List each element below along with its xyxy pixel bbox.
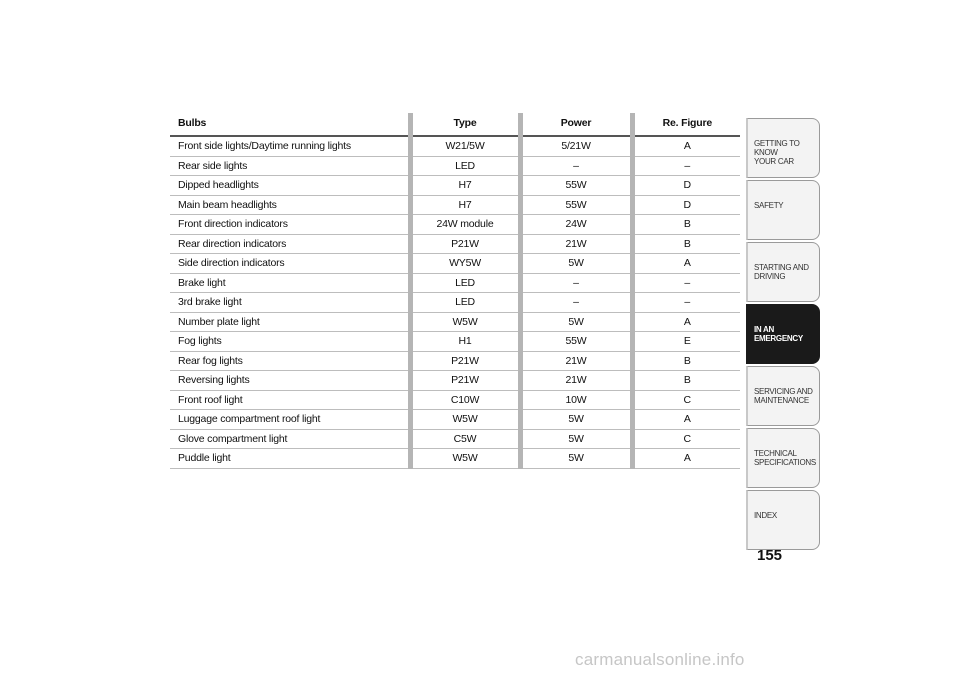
cell-type: W5W: [410, 312, 520, 332]
cell-power: 55W: [520, 176, 632, 196]
cell-power: –: [520, 156, 632, 176]
cell-ref: C: [632, 390, 740, 410]
cell-bulb: Fog lights: [170, 332, 410, 352]
cell-ref: A: [632, 312, 740, 332]
table-row: [170, 371, 740, 391]
cell-bulb: Glove compartment light: [170, 429, 410, 449]
table-row: [170, 234, 740, 254]
cell-ref: D: [632, 195, 740, 215]
section-tab-label-line1: TECHNICAL: [754, 449, 797, 458]
cell-power: 5/21W: [520, 136, 632, 156]
section-tab-label-line1: SAFETY: [754, 201, 784, 210]
table-row: [170, 449, 740, 469]
cell-ref: D: [632, 176, 740, 196]
cell-ref: –: [632, 156, 740, 176]
table-row: [170, 215, 740, 235]
cell-bulb: Rear fog lights: [170, 351, 410, 371]
table-row: [170, 312, 740, 332]
cell-type: P21W: [410, 371, 520, 391]
cell-type: H7: [410, 195, 520, 215]
cell-power: 5W: [520, 410, 632, 430]
cell-ref: B: [632, 371, 740, 391]
cell-ref: –: [632, 293, 740, 313]
cell-type: C5W: [410, 429, 520, 449]
header-bulbs: Bulbs: [170, 113, 410, 136]
table-row: [170, 293, 740, 313]
cell-bulb: Front side lights/Daytime running lights: [170, 136, 410, 156]
section-tab-label-line2: EMERGENCY: [754, 334, 803, 343]
cell-power: –: [520, 273, 632, 293]
cell-bulb: Reversing lights: [170, 371, 410, 391]
table-row: [170, 136, 740, 156]
cell-type: H1: [410, 332, 520, 352]
section-tab[interactable]: [746, 242, 820, 302]
section-tab-label-line1: SERVICING AND: [754, 387, 813, 396]
cell-type: C10W: [410, 390, 520, 410]
cell-ref: A: [632, 136, 740, 156]
section-tab-label-line1: GETTING TO KNOW: [754, 139, 800, 157]
cell-ref: A: [632, 254, 740, 274]
cell-type: P21W: [410, 351, 520, 371]
page-number: 155: [757, 547, 783, 564]
cell-type: LED: [410, 156, 520, 176]
cell-power: 21W: [520, 371, 632, 391]
cell-ref: E: [632, 332, 740, 352]
cell-power: 10W: [520, 390, 632, 410]
cell-bulb: Brake light: [170, 273, 410, 293]
cell-power: 24W: [520, 215, 632, 235]
section-tab[interactable]: [746, 304, 820, 364]
section-tab-label-line2: DRIVING: [754, 272, 786, 281]
cell-bulb: Main beam headlights: [170, 195, 410, 215]
cell-ref: –: [632, 273, 740, 293]
section-tab[interactable]: [746, 490, 820, 550]
cell-type: H7: [410, 176, 520, 196]
cell-type: W5W: [410, 410, 520, 430]
table-body: [170, 136, 740, 468]
cell-power: 55W: [520, 332, 632, 352]
cell-power: –: [520, 293, 632, 313]
cell-power: 5W: [520, 312, 632, 332]
cell-bulb: Rear side lights: [170, 156, 410, 176]
cell-power: 21W: [520, 351, 632, 371]
cell-type: P21W: [410, 234, 520, 254]
table-row: [170, 410, 740, 430]
cell-power: 5W: [520, 449, 632, 469]
bulb-table: [170, 113, 740, 469]
cell-type: LED: [410, 273, 520, 293]
cell-bulb: Front direction indicators: [170, 215, 410, 235]
cell-bulb: Side direction indicators: [170, 254, 410, 274]
section-tab-label-line2: YOUR CAR: [754, 157, 794, 166]
section-tabs: [746, 118, 820, 552]
cell-bulb: 3rd brake light: [170, 293, 410, 313]
table-row: [170, 195, 740, 215]
section-tab[interactable]: [746, 428, 820, 488]
section-tab-label-line1: IN AN: [754, 325, 774, 334]
cell-bulb: Luggage compartment roof light: [170, 410, 410, 430]
cell-power: 55W: [520, 195, 632, 215]
cell-type: LED: [410, 293, 520, 313]
cell-type: 24W module: [410, 215, 520, 235]
cell-power: 5W: [520, 254, 632, 274]
section-tab[interactable]: [746, 366, 820, 426]
cell-bulb: Rear direction indicators: [170, 234, 410, 254]
header-ref-figure: Re. Figure: [632, 113, 740, 136]
table-row: [170, 273, 740, 293]
cell-type: WY5W: [410, 254, 520, 274]
cell-bulb: Front roof light: [170, 390, 410, 410]
cell-ref: B: [632, 234, 740, 254]
table-header-row: [170, 113, 740, 136]
section-tab[interactable]: [746, 118, 820, 178]
cell-bulb: Number plate light: [170, 312, 410, 332]
cell-ref: B: [632, 215, 740, 235]
cell-ref: A: [632, 410, 740, 430]
table-row: [170, 351, 740, 371]
cell-ref: B: [632, 351, 740, 371]
header-power: Power: [520, 113, 632, 136]
watermark: carmanualsonline.info: [575, 650, 745, 669]
cell-type: W21/5W: [410, 136, 520, 156]
section-tab-label-line1: INDEX: [754, 511, 777, 520]
section-tab-label-line2: MAINTENANCE: [754, 396, 809, 405]
cell-ref: A: [632, 449, 740, 469]
cell-ref: C: [632, 429, 740, 449]
header-type: Type: [410, 113, 520, 136]
table-row: [170, 429, 740, 449]
cell-bulb: Dipped headlights: [170, 176, 410, 196]
cell-bulb: Puddle light: [170, 449, 410, 469]
cell-power: 5W: [520, 429, 632, 449]
table-row: [170, 254, 740, 274]
cell-type: W5W: [410, 449, 520, 469]
cell-power: 21W: [520, 234, 632, 254]
table-row: [170, 156, 740, 176]
section-tab-label-line1: STARTING AND: [754, 263, 809, 272]
table-row: [170, 390, 740, 410]
section-tab-label-line2: SPECIFICATIONS: [754, 458, 816, 467]
table-row: [170, 332, 740, 352]
section-tab[interactable]: [746, 180, 820, 240]
table-row: [170, 176, 740, 196]
